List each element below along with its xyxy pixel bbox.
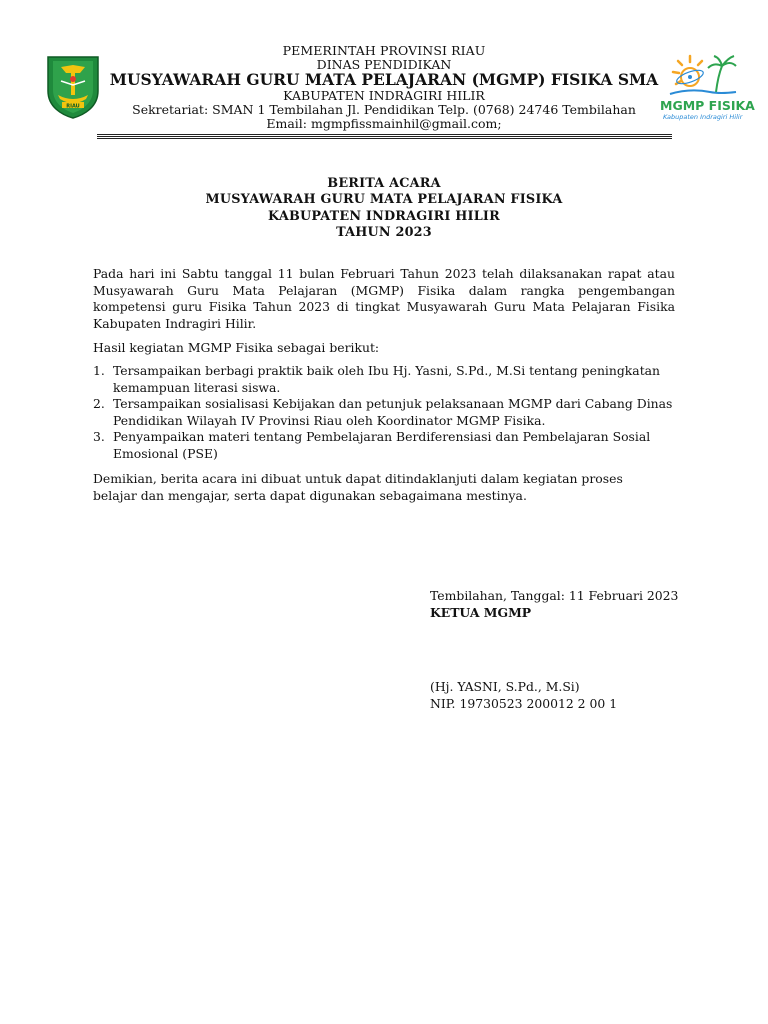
list-item — [93, 363, 675, 396]
signature-block — [430, 588, 678, 621]
letterhead-secretariat: Sekretariat: SMAN 1 Tembilahan Jl. Pendidikan Telp. (0768) 24746 Tembilahan — [132, 102, 636, 117]
riau-emblem-label: RIAU — [66, 103, 80, 110]
opening-paragraph: Pada hari ini Sabtu tanggal 11 bulan Februari Tahun 2023 telah dilaksanakan rapat atau Musyawarah Guru Mata Pelajaran (MGMP) Fisika dalam rangka pengembangan kompetensi guru Fisika Tahun 2023 di tingkat Musyawarah Guru Mata Pelajaran Fisika Kabupaten Indragiri Hilir. — [93, 266, 675, 331]
list-item-number: 2. — [93, 396, 105, 412]
letterhead-divider — [97, 138, 672, 139]
list-item-number: 1. — [93, 363, 105, 378]
letterhead-regency: KABUPATEN INDRAGIRI HILIR — [283, 88, 485, 103]
title-line: MUSYAWARAH GURU MATA PELAJARAN FISIKA — [205, 192, 563, 208]
mgmp-logo-title: MGMP FISIKA — [660, 98, 755, 113]
closing-paragraph: Demikian, berita acara ini dibuat untuk dapat ditindaklanjuti dalam kegiatan proses belajar dan mengajar, serta dapat digunakan sebagaimana mestinya. — [93, 471, 623, 503]
letterhead — [0, 0, 768, 145]
mgmp-logo-subtitle: Kabupaten Indragiri Hilir — [663, 113, 743, 121]
document-title — [0, 176, 768, 241]
results-list — [93, 363, 675, 463]
place-date: Tembilahan, Tanggal: 11 Februari 2023 — [430, 588, 679, 603]
list-item-text: Tersampaikan sosialisasi Kebijakan dan petunjuk pelaksanaan MGMP dari Cabang Dinas Pendidikan Wilayah IV Provinsi Riau oleh Koordinator MGMP Fisika. — [113, 396, 673, 428]
signer-identity — [430, 679, 617, 712]
list-item-text: Penyampaikan materi tentang Pembelajaran Berdiferensiasi dan Pembelajaran Sosial Emosional (PSE) — [113, 429, 651, 461]
list-item — [93, 396, 675, 429]
letterhead-government: PEMERINTAH PROVINSI RIAU — [282, 43, 486, 58]
list-item-text: Tersampaikan berbagi praktik baik oleh Ibu Hj. Yasni, S.Pd., M.Si tentang peningkatan kemampuan literasi siswa. — [113, 363, 661, 395]
letterhead-organization: MUSYAWARAH GURU MATA PELAJARAN (MGMP) FISIKA SMA — [109, 70, 659, 89]
letterhead-divider — [97, 134, 672, 135]
title-line: BERITA ACARA — [327, 176, 441, 191]
list-item-number: 3. — [93, 429, 105, 445]
title-line: TAHUN 2023 — [336, 224, 432, 240]
title-line: KABUPATEN INDRAGIRI HILIR — [268, 208, 500, 224]
letterhead-email: Email: mgmpfissmainhil@gmail.com; — [266, 116, 502, 131]
signer-nip: NIP. 19730523 200012 2 00 1 — [430, 695, 618, 711]
results-intro: Hasil kegiatan MGMP Fisika sebagai berikut: — [93, 340, 380, 355]
signer-role: KETUA MGMP — [430, 604, 532, 620]
letterhead-divider — [97, 136, 672, 137]
list-item — [93, 429, 675, 462]
signer-name: (Hj. YASNI, S.Pd., M.Si) — [430, 679, 580, 694]
letterhead-department: DINAS PENDIDIKAN — [316, 57, 452, 72]
